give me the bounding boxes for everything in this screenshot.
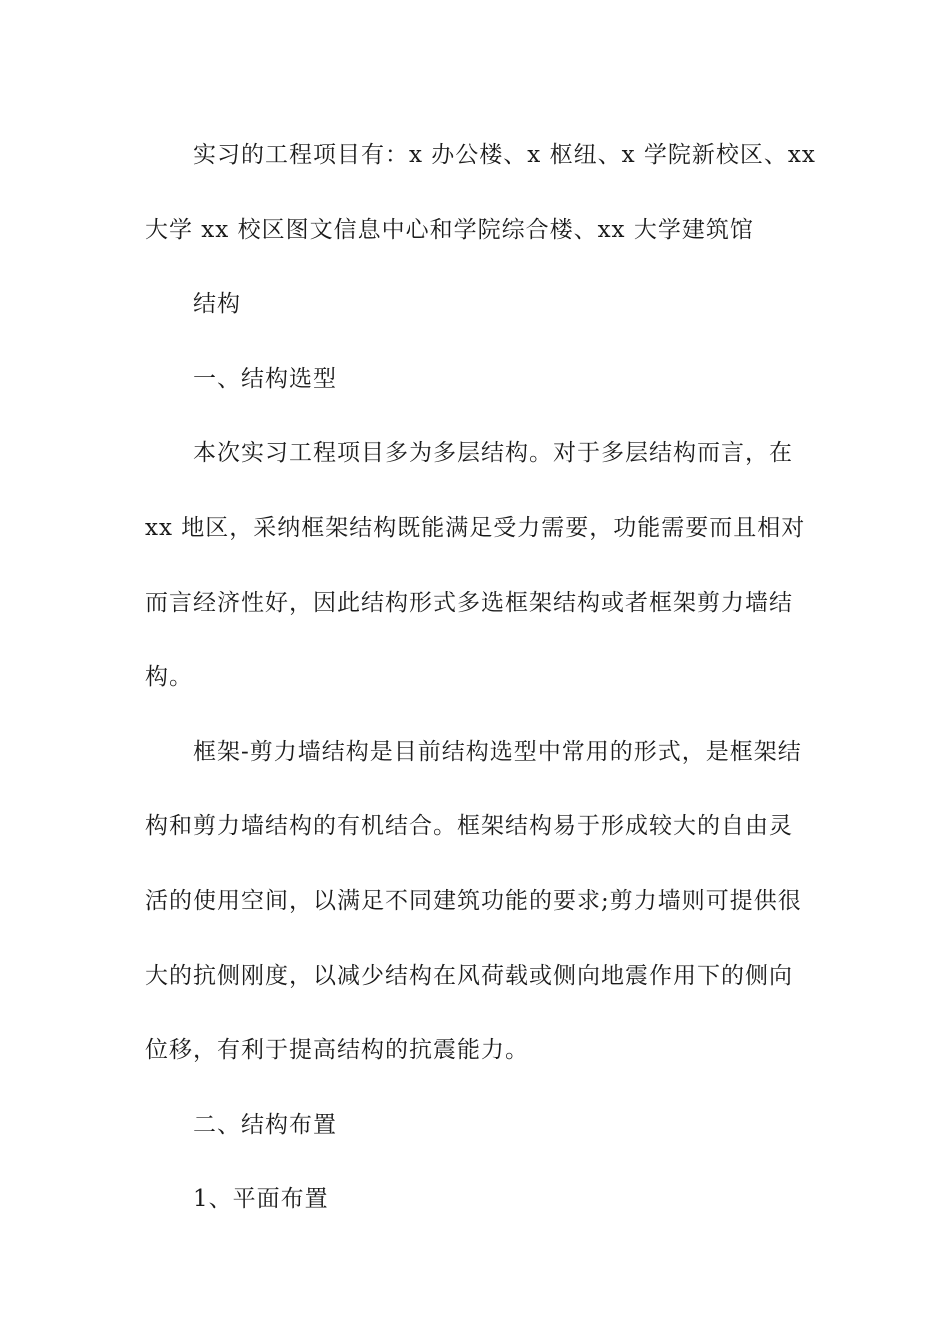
text-line: 构和剪力墙结构的有机结合。框架结构易于形成较大的自由灵 <box>145 813 793 840</box>
text-line: 而言经济性好，因此结构形式多选框架结构或者框架剪力墙结 <box>145 589 793 616</box>
text-line: 一、结构选型 <box>193 365 337 392</box>
section-heading-structure <box>145 267 805 342</box>
paragraph-selection-body <box>145 416 805 714</box>
text-line: 结构 <box>193 291 241 318</box>
paragraph-frame-shearwall-body <box>145 715 805 1088</box>
text-line: 实习的工程项目有：x 办公楼、x 枢纽、x 学院新校区、xx <box>193 142 816 168</box>
text-line: 大学 xx 校区图文信息中心和学院综合楼、xx 大学建筑馆 <box>145 216 754 243</box>
paragraph-intro <box>145 118 816 267</box>
text-line: 本次实习工程项目多为多层结构。对于多层结构而言，在 <box>193 440 793 467</box>
text-line: 位移，有利于提高结构的抗震能力。 <box>145 1037 529 1064</box>
text-line: 1、平面布置 <box>193 1186 329 1213</box>
document-body <box>145 118 816 1237</box>
text-line: 二、结构布置 <box>193 1111 337 1138</box>
section-heading-plan <box>145 1162 805 1237</box>
section-heading-layout <box>145 1088 805 1163</box>
text-line: 构。 <box>145 664 193 691</box>
text-line: xx 地区，采纳框架结构既能满足受力需要，功能需要而且相对 <box>145 514 806 541</box>
text-line: 大的抗侧刚度，以减少结构在风荷载或侧向地震作用下的侧向 <box>145 962 793 989</box>
text-line: 活的使用空间，以满足不同建筑功能的要求;剪力墙则可提供很 <box>145 887 802 914</box>
text-line: 框架-剪力墙结构是目前结构选型中常用的形式，是框架结 <box>193 738 802 765</box>
section-heading-selection <box>145 342 805 417</box>
